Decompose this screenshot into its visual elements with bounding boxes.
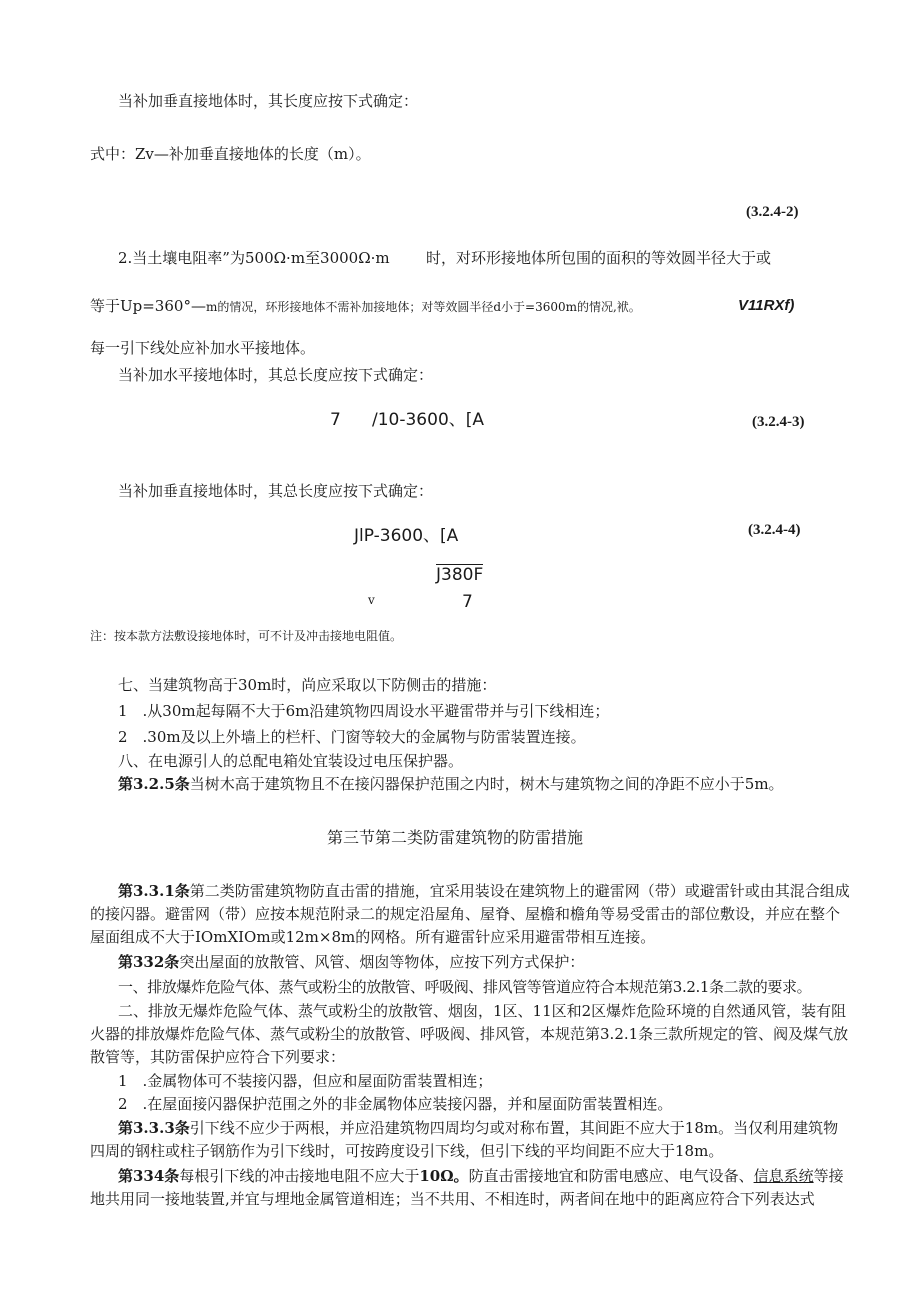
text-run: 每根引下线的冲击接地电阻不应大于 (179, 1167, 420, 1185)
text-run: m的情况，环形接地体不需补加接地体；对等效圆半径d小于=3600m的情况,袱。 (205, 300, 641, 314)
article-334 (90, 1165, 850, 1211)
text-line: 2 .30m及以上外墙上的栏杆、门窗等较大的金属物与防雷装置连接。 (118, 728, 586, 746)
text-line: 八、在电源引人的总配电箱处宜装设过电压保护器。 (118, 752, 464, 770)
article-333 (90, 1117, 850, 1163)
text-run: 当树木高于建筑物且不在接闪器保护范围之内时，树木与建筑物之间的净距不应小于5m。 (189, 775, 784, 793)
text-run: 突出屋面的放散管、风管、烟囱等物体，应按下列方式保护： (179, 953, 585, 971)
article-number: 第332条 (118, 953, 180, 971)
text-line: 当补加水平接地体时，其总长度应按下式确定： (118, 366, 434, 384)
text-line: 时，对环形接地体所包围的面积的等效圆半径大于或 (426, 249, 772, 267)
equation-number: (3.2.4-2) (746, 204, 799, 220)
equation-number: (3.2.4-3) (752, 414, 805, 430)
text-run: 防直击雷接地宜和防雷电感应、电气设备、 (468, 1167, 754, 1185)
article-number: 第334条 (118, 1167, 180, 1185)
text-paragraph: 二、排放无爆炸危险气体、蒸气或粉尘的放散管、烟囱，1区、11区和2区爆炸危险环境的自然通风管，装有阻火器的排放爆炸危险气体、蒸气或粉尘的放散管、呼吸阀、排风管，本规范第3.2.1条三款所规定的管、阀及煤气放散管等，其防雷保护应符合下列要求： (90, 1002, 849, 1066)
article-number: 第3.2.5条 (118, 775, 190, 793)
text-line: 一、排放爆炸危险气体、蒸气或粉尘的放散管、呼吸阀、排风管等管道应符合本规范第3.2.1条二款的要求。 (118, 978, 812, 996)
text-run: 等于Up=360°— (90, 297, 206, 315)
text-run: 引下线不应少于两根，并应沿建筑物四周均匀或对称布置，其间距不应大于18m。当仅利用建筑物四周的钢柱或柱子钢筋作为引下线时，可按跨度设引下线，但引下线的平均间距不应大于18m。 (90, 1119, 839, 1160)
note: 注：按本款方法敷设接地体时，可不计及冲击接地电阻值。 (90, 629, 403, 643)
text-run: 等接地共用同一接地装置,并宜与埋地金属管道相连；当不共用、不相连时，两者间在地中的距离应符合下列表达式 (90, 1167, 844, 1208)
text-line: 1 .从30m起每隔不大于6m沿建筑物四周设水平避雷带并与引下线相连； (118, 702, 610, 720)
article-number: 第3.3.3条 (118, 1119, 190, 1137)
article-number: 第3.3.1条 (118, 882, 190, 900)
text-run: V11RXf) (738, 297, 795, 314)
equation-text: v (368, 593, 375, 607)
equation-number: (3.2.4-4) (748, 522, 801, 538)
text-run: 10Ω。 (419, 1167, 469, 1185)
text-line: 当补加垂直接地体时，其长度应按下式确定： (118, 92, 419, 110)
article-331 (90, 880, 850, 949)
equation-text: JlP-3600、[A (354, 526, 459, 546)
section-heading: 第三节第二类防雷建筑物的防雷措施 (327, 828, 584, 847)
text-line: 七、当建筑物高于30m时，尚应采取以下防侧击的措施： (118, 676, 497, 694)
article-332 (118, 952, 584, 972)
text-line: 2.当土壤电阻率”为500Ω·m至3000Ω·m (118, 249, 390, 267)
text-line (90, 296, 641, 317)
equation-text: J380F (436, 565, 484, 585)
article-325 (118, 774, 784, 794)
text-run: 第二类防雷建筑物防直击雷的措施，宜采用装设在建筑物上的避雷网（带）或避雷针或由其混合组成的接闪器。避雷网（带）应按本规范附录二的规定沿屋角、屋脊、屋檐和檐角等易受雷击的部位敷设，并应在整个屋面组成不大于IOmXIOm或12m×8m的网格。所有避雷针应采用避雷带相互连接。 (90, 882, 850, 946)
equation-text: 7 (462, 592, 473, 612)
text-line: 式中：Zv—补加垂直接地体的长度（m）。 (90, 145, 371, 163)
equation-text: /10-3600、[A (372, 410, 485, 430)
text-line: 每一引下线处应补加水平接地体。 (90, 339, 316, 357)
text-line: 1 .金属物体可不装接闪器，但应和屋面防雷装置相连； (118, 1072, 493, 1090)
text-line: 2 .在屋面接闪器保护范围之外的非金属物体应装接闪器，并和屋面防雷装置相连。 (118, 1095, 673, 1113)
text-line: 当补加垂直接地体时，其总长度应按下式确定： (118, 482, 434, 500)
text-run: 信息系统 (753, 1167, 814, 1185)
equation-text: 7 (330, 410, 341, 430)
